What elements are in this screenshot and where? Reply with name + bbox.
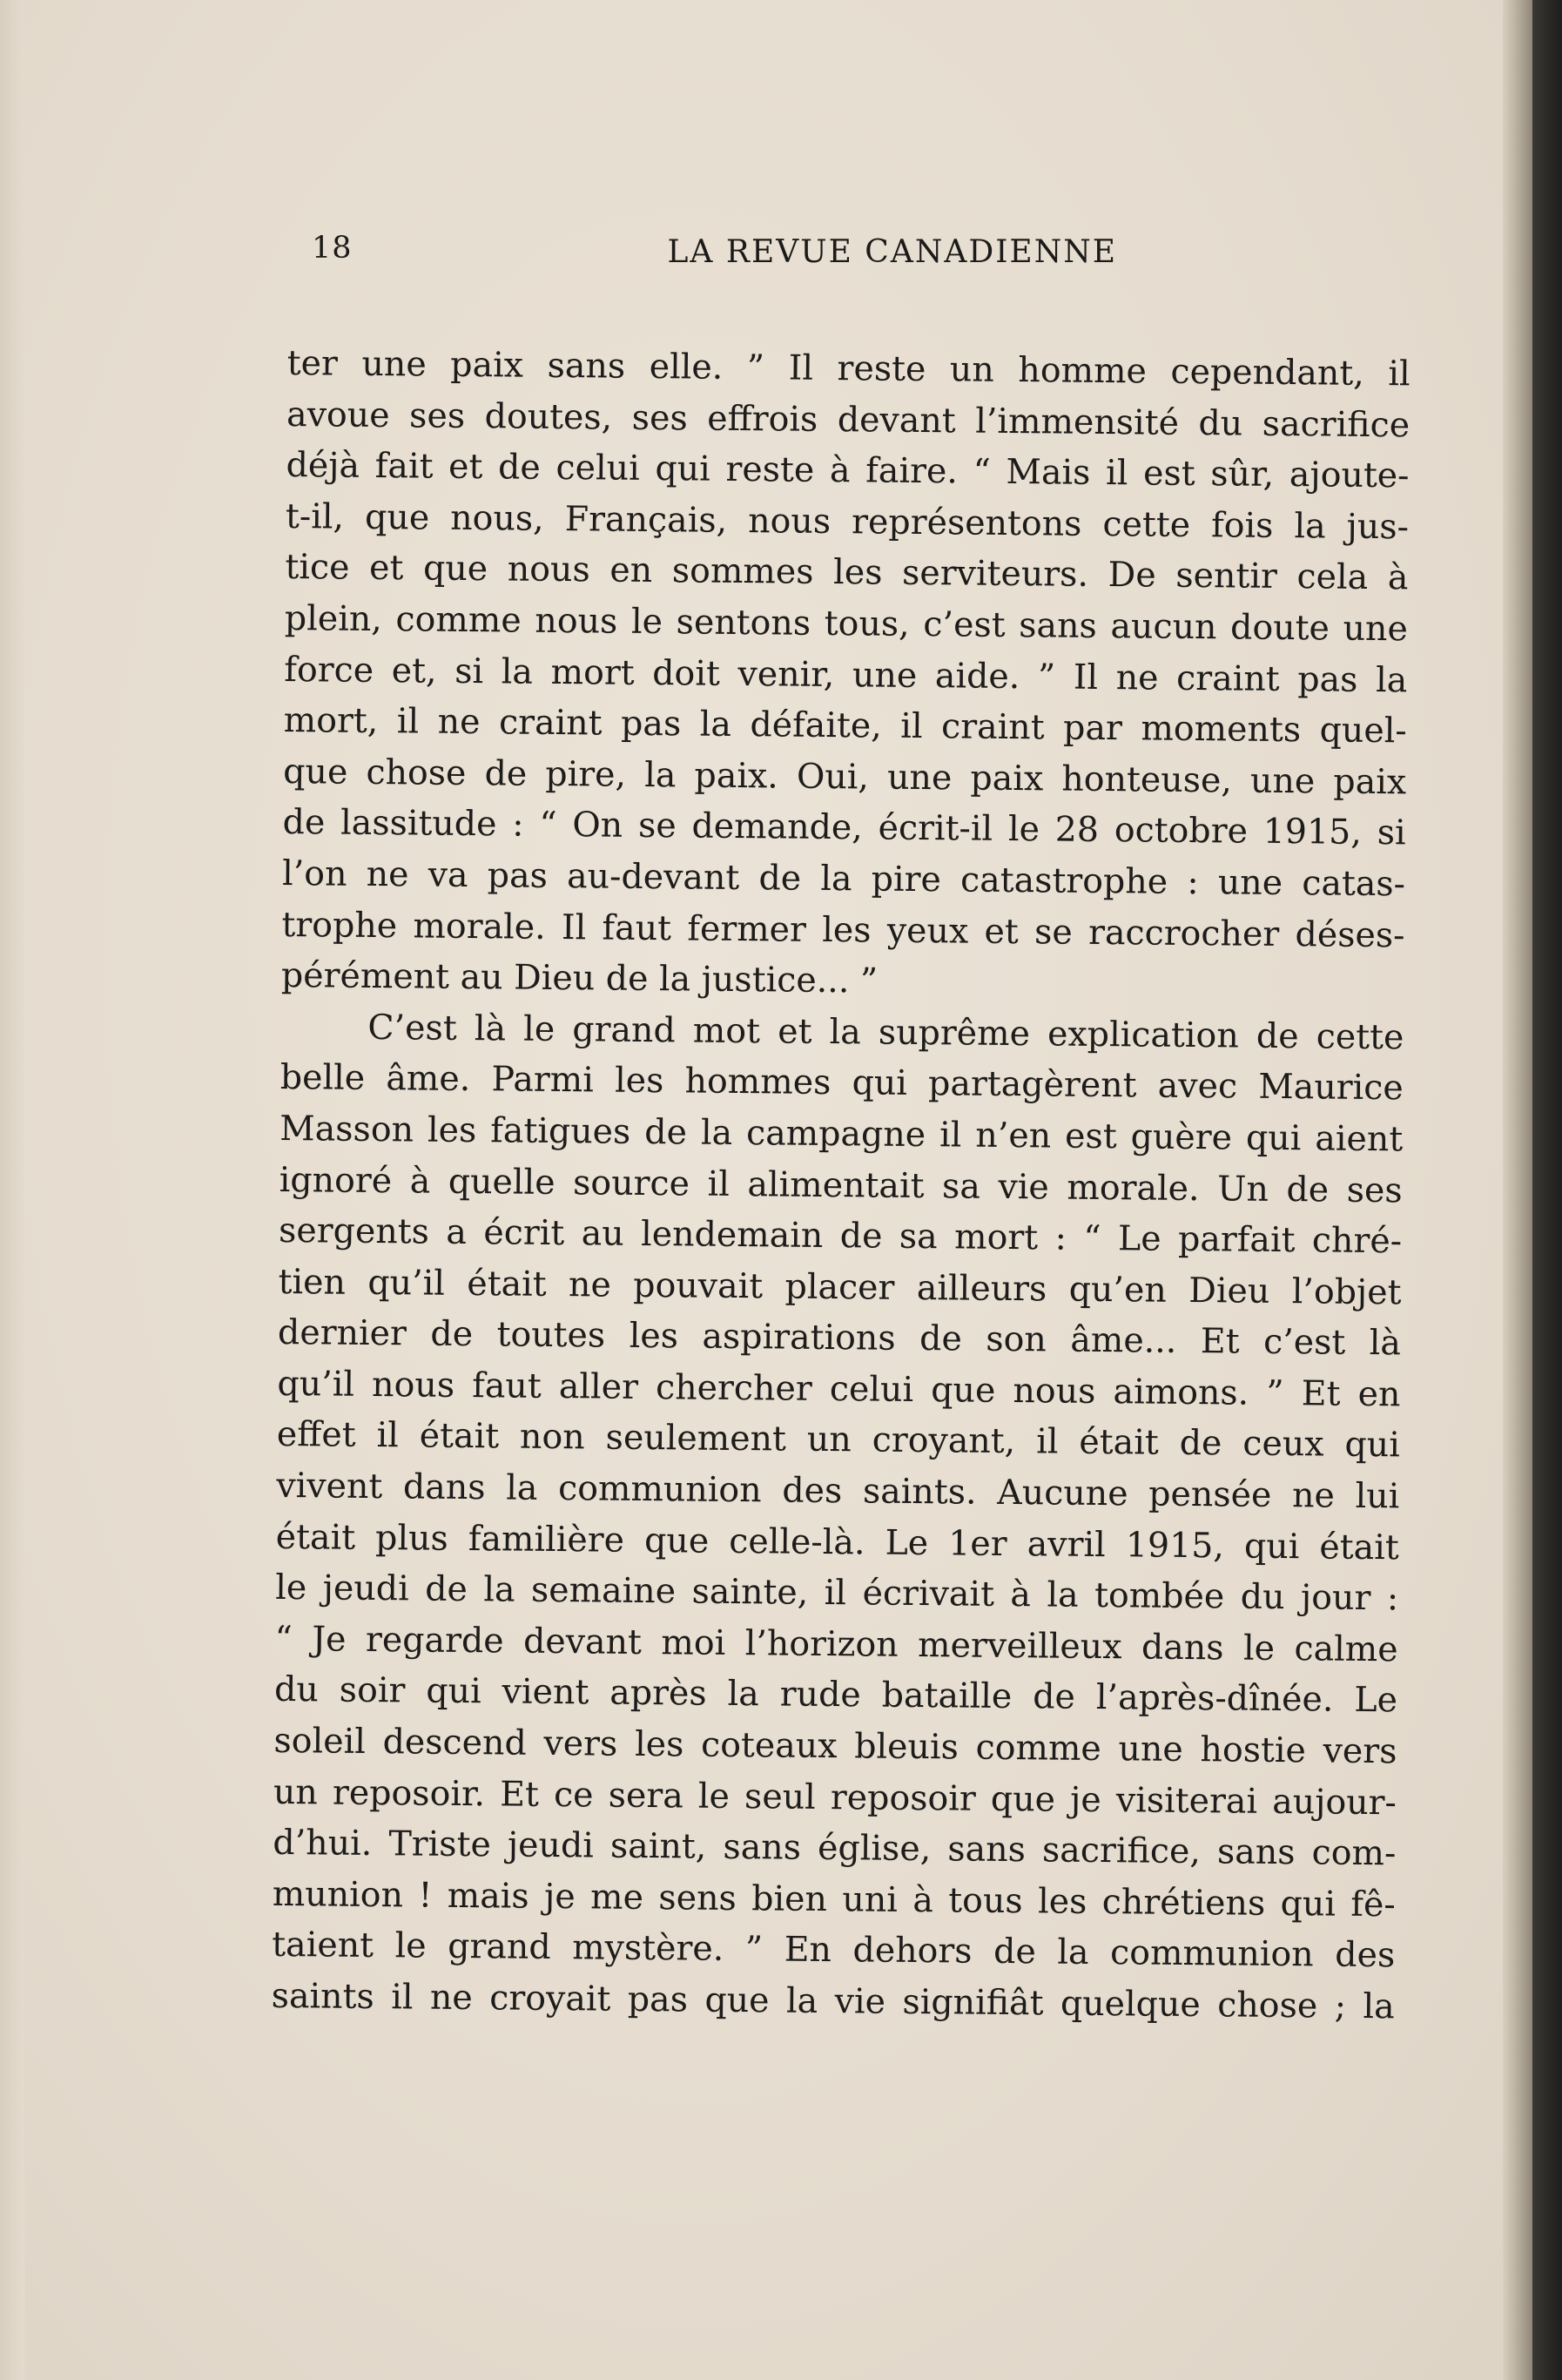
text-line: soleil descend vers les coteaux bleuis comme une hostie vers <box>273 1720 1397 1772</box>
text-line: plein, comme nous le sentons tous, c’est sans aucun doute une <box>284 597 1409 650</box>
text-line: tice et que nous en sommes les serviteurs. De sentir cela à <box>285 547 1409 598</box>
text-line: munion ! mais je me sens bien uni à tous les chrétiens qui fê- <box>272 1873 1397 1925</box>
text-line: C’est là le grand mot et la suprême explication de cette <box>367 1007 1404 1058</box>
text-line: ignoré à quelle source il alimentait sa vie morale. Un de ses <box>279 1159 1403 1210</box>
text-line: un reposoir. Et ce sera le seul reposoir que je visiterai aujour- <box>273 1771 1397 1823</box>
running-title: LA REVUE CANADIENNE <box>667 234 1117 270</box>
text-line: taient le grand mystère. ” En dehors de la communion des <box>272 1925 1396 1976</box>
text-line: que chose de pire, la paix. Oui, une paix honteuse, une paix <box>283 751 1407 803</box>
body-text <box>271 338 1411 2033</box>
text-line: vivent dans la communion des saints. Aucune pensée ne lui <box>276 1466 1400 1517</box>
text-line: le jeudi de la semaine sainte, il écrivait à la tombée du jour : <box>275 1568 1399 1619</box>
text-line: du soir qui vient après la rude bataille de l’après-dînée. Le <box>273 1669 1398 1721</box>
text-line: d’hui. Triste jeudi saint, sans église, sans sacrifice, sans com- <box>273 1823 1397 1874</box>
text-line: “ Je regarde devant moi l’horizon merveilleux dans le calme <box>274 1618 1398 1670</box>
text-line: effet il était non seulement un croyant, il était de ceux qui <box>276 1414 1401 1466</box>
text-line: pérément au Dieu de la justice... ” <box>280 955 879 1001</box>
text-line: tien qu’il était ne pouvait placer ailleurs qu’en Dieu l’objet <box>278 1261 1402 1313</box>
text-line: était plus familière que celle-là. Le 1er avril 1915, qui était <box>275 1516 1399 1568</box>
text-line: qu’il nous faut aller chercher celui que nous aimons. ” Et en <box>277 1363 1401 1415</box>
text-line: l’on ne va pas au-devant de la pire catastrophe : une catas- <box>281 853 1406 905</box>
text-line: déjà fait et de celui qui reste à faire. “ Mais il est sûr, ajoute- <box>286 445 1410 496</box>
page-gutter-shadow <box>1503 0 1532 2380</box>
text-line: de lassitude : “ On se demande, écrit-il le 28 octobre 1915, si <box>282 802 1406 853</box>
text-line: t-il, que nous, Français, nous représentons cette fois la jus- <box>285 496 1410 548</box>
text-line: trophe morale. Il faut fermer les yeux et se raccrocher déses- <box>281 904 1405 955</box>
text-line: belle âme. Parmi les hommes qui partagèrent avec Maurice <box>279 1057 1404 1109</box>
text-line: dernier de toutes les aspirations de son âme... Et c’est là <box>277 1312 1402 1364</box>
scan-background <box>1532 0 1562 2380</box>
page-number: 18 <box>312 231 353 266</box>
text-line: avoue ses doutes, ses effrois devant l’immensité du sacrifice <box>286 394 1411 445</box>
text-line: Masson les fatigues de la campagne il n’en est guère qui aient <box>279 1108 1404 1160</box>
text-line: mort, il ne craint pas la défaite, il craint par moments quel- <box>283 700 1407 752</box>
page-header <box>312 231 1117 283</box>
text-line: force et, si la mort doit venir, une aide. ” Il ne craint pas la <box>284 649 1408 700</box>
text-line: saints il ne croyait pas que la vie signifiât quelque chose ; la <box>271 1975 1395 2027</box>
page-left-margin <box>0 0 24 2380</box>
text-line: ter une paix sans elle. ” Il reste un homme cependant, il <box>286 342 1411 394</box>
text-line: sergents a écrit au lendemain de sa mort : “ Le parfait chré- <box>278 1210 1403 1262</box>
